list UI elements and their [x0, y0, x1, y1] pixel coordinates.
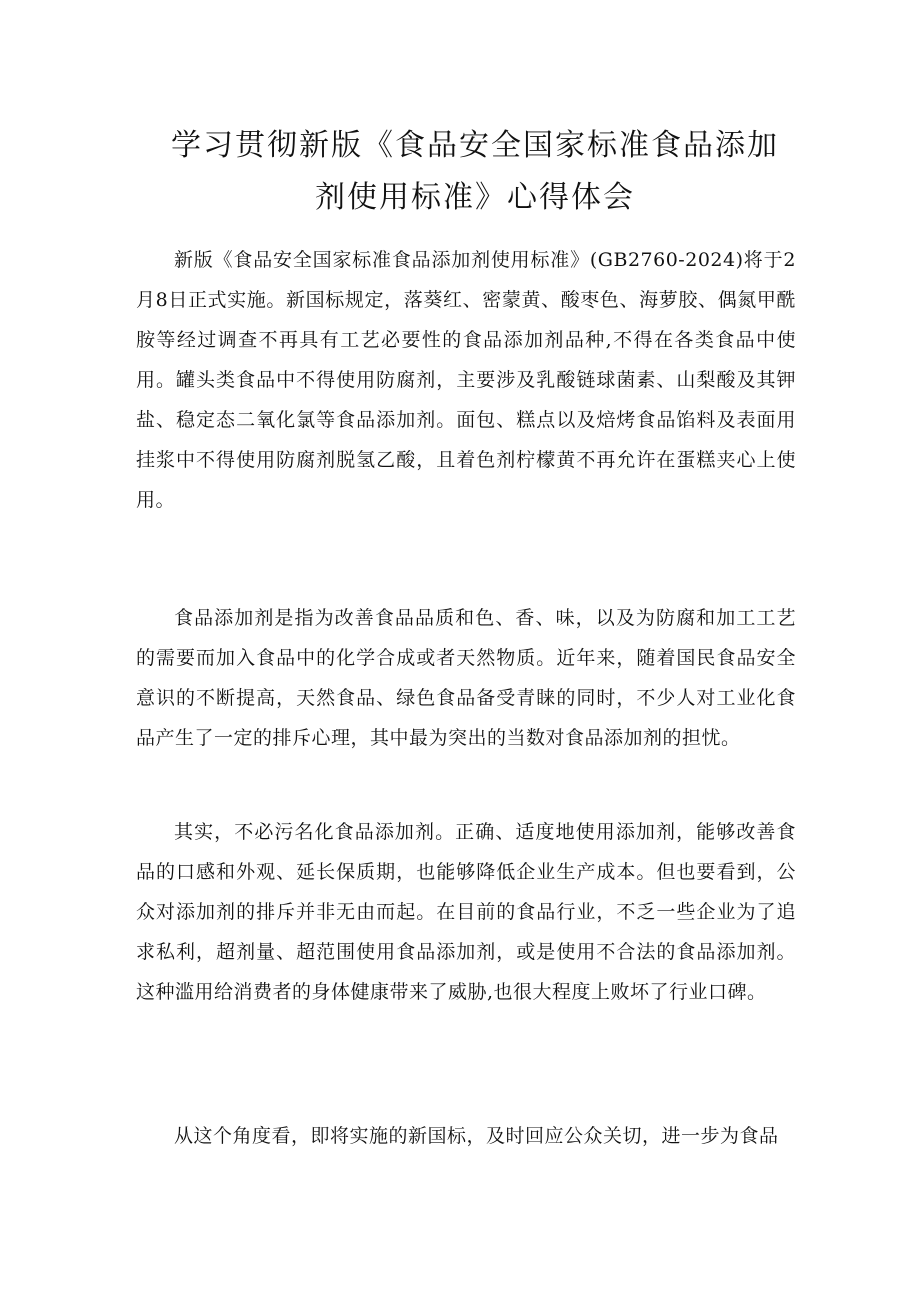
- document-title: 学习贯彻新版《食品安全国家标准食品添加剂使用标准》心得体会: [171, 128, 779, 215]
- paragraph-3: 其实，不必污名化食品添加剂。正确、适度地使用添加剂，能够改善食品的口感和外观、延长保质期，也能够降低企业生产成本。但也要看到，公众对添加剂的排斥并非无由而起。在目前的食品行业，不乏一些企业为了追求私利，超剂量、超范围使用食品添加剂，或是使用不合法的食品添加剂。这种滥用给消费者的身体健康带来了威胁,也很大程度上败坏了行业口碑。: [136, 821, 796, 1003]
- paragraph-2: 食品添加剂是指为改善食品品质和色、香、味，以及为防腐和加工工艺的需要而加入食品中的化学合成或者天然物质。近年来，随着国民食品安全意识的不断提高，天然食品、绿色食品备受青睐的同时，不少人对工业化食品产生了一定的排斥心理，其中最为突出的当数对食品添加剂的担忧。: [136, 607, 796, 749]
- paragraph-1: 新版《食品安全国家标准食品添加剂使用标准》(GB2760-2024)将于2月8日正式实施。新国标规定，落葵红、密蒙黄、酸枣色、海萝胶、偶氮甲酰胺等经过调查不再具有工艺必要性的食品添加剂品种,不得在各类食品中使用。罐头类食品中不得使用防腐剂，主要涉及乳酸链球菌素、山梨酸及其钾盐、稳定态二氧化氯等食品添加剂。面包、糕点以及焙烤食品馅料及表面用挂浆中不得使用防腐剂脱氢乙酸，且着色剂柠檬黄不再允许在蛋糕夹心上使用。: [136, 249, 796, 511]
- paragraph-4: 从这个角度看，即将实施的新国标，及时回应公众关切，进一步为食品: [174, 1125, 779, 1147]
